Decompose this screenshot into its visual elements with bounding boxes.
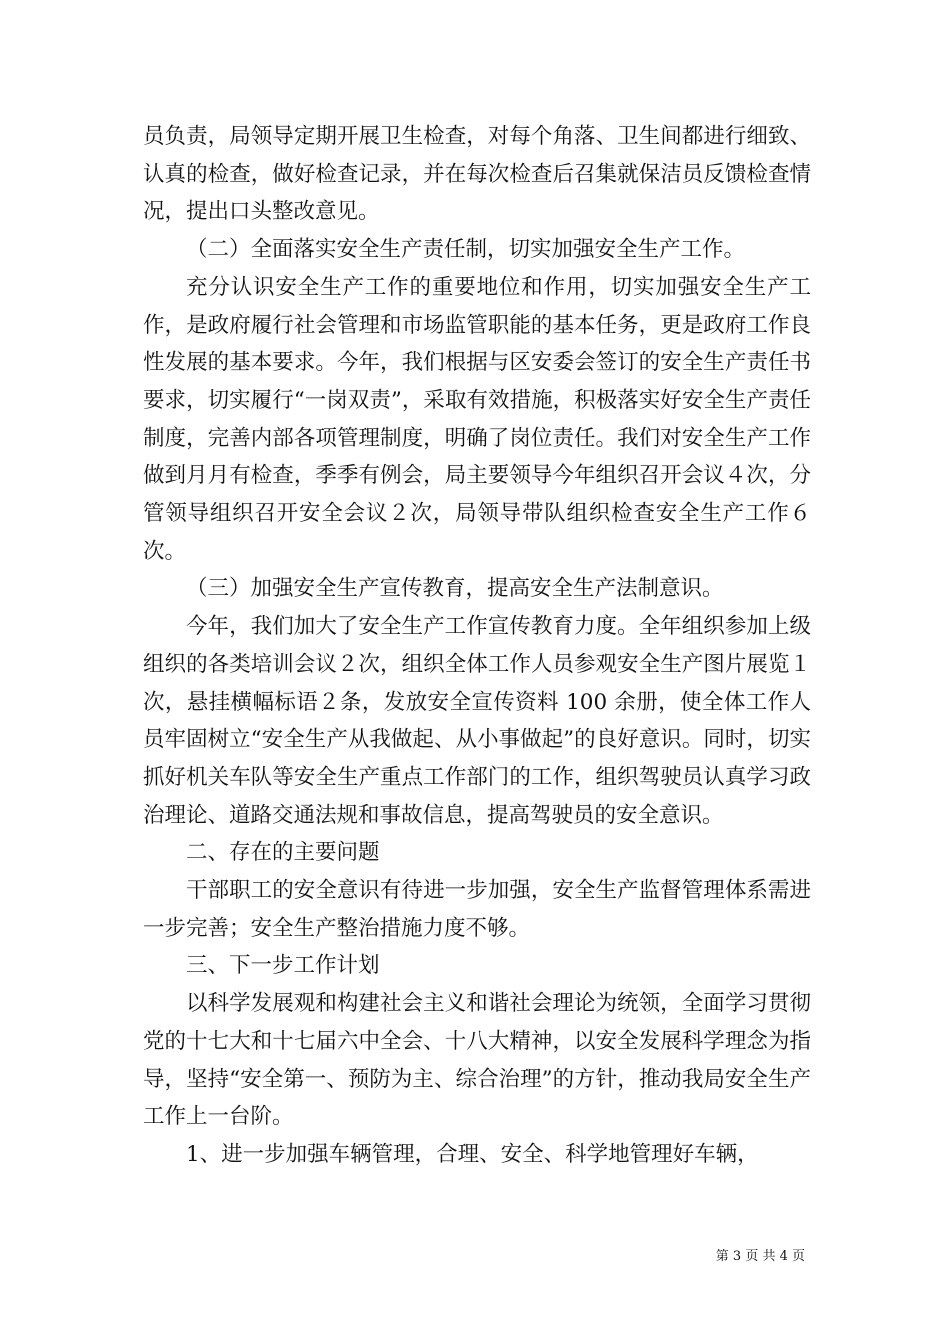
paragraph-4-heading: （三）加强安全生产宣传教育，提高安全生产法制意识。 [186,576,724,602]
paragraph-3: 充分认识安全生产工作的重要地位和作用，切实加强安全生产工作，是政府履行社会管理和市场监管职能的基本任务，更是政府工作良性发展的基本要求。今年，我们根据与区安委会签订的安全生产责任书要求，切实履行“一岗双责”，采取有效措施，积极落实好安全生产责任制度，完善内部各项管理制度，明确了岗位责任。我们对安全生产工作做到月月有检查，季季有例会，局主要领导今年组织召开会议４次，分管领导组织召开安全会议２次，局领导带队组织检查安全生产工作６次。 [143,274,811,564]
section-heading-next-plan: 三、下一步工作计划 [186,953,380,979]
paragraph-9: 以科学发展观和构建社会主义和谐社会理论为统领，全面学习贯彻党的十七大和十七届六中全会、十八大精神，以安全发展科学理念为指导，坚持“安全第一、预防为主、综合治理”的方针，推动我局安全生产工作上一台阶。 [143,991,811,1130]
page-number-footer: 第 3 页 共 4 页 [715,1249,805,1264]
document-body [143,118,811,1174]
paragraph-2-heading: （二）全面落实安全生产责任制，切实加强安全生产工作。 [186,237,746,263]
paragraph-10: 1、进一步加强车辆管理，合理、安全、科学地管理好车辆， [186,1141,759,1167]
paragraph-5: 今年，我们加大了安全生产工作宣传教育力度。全年组织参加上级组织的各类培训会议２次，组织全体工作人员参观安全生产图片展览１次，悬挂横幅标语２条，发放安全宣传资料 100 余册，使全体工作人员牢固树立“安全生产从我做起、从小事做起”的良好意识。同时，切实抓好机关车队等安全生产重点工作部门的工作，组织驾驶员认真学习政治理论、道路交通法规和事故信息，提高驾驶员的安全意识。 [143,614,811,828]
paragraph-7: 干部职工的安全意识有待进一步加强，安全生产监督管理体系需进一步完善；安全生产整治措施力度不够。 [143,878,811,941]
paragraph-1: 员负责，局领导定期开展卫生检查，对每个角落、卫生间都进行细致、认真的检查，做好检查记录，并在每次检查后召集就保洁员反馈检查情况，提出口头整改意见。 [143,124,811,225]
section-heading-problems: 二、存在的主要问题 [186,840,380,866]
